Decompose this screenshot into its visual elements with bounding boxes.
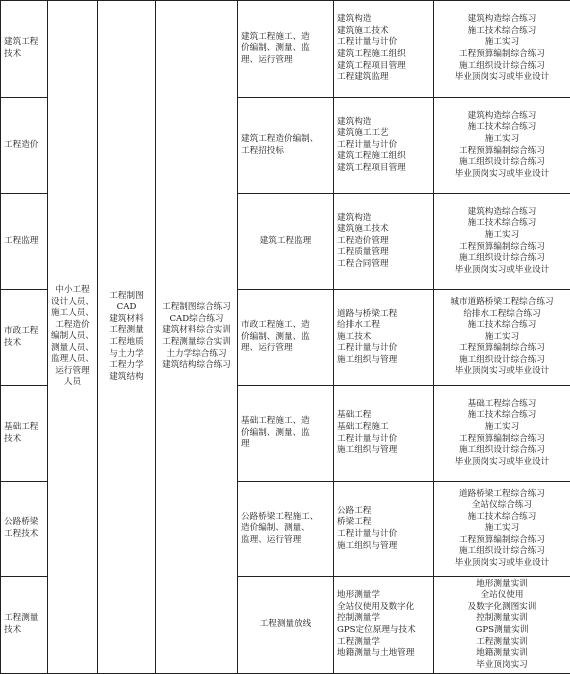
basic-courses-cell: 工程制图 CAD 建筑材料 工程测量 工程地质 与土力学 工程力学 建筑结构 — [98, 1, 156, 674]
direction-cell: 建筑工程造价编制、 工程招投标 — [238, 98, 334, 194]
major-cell: 工程监理 — [1, 194, 48, 290]
courses-cell: 建筑构造 建筑施工技术 工程造价管理 工程质量管理 工程合同管理 — [334, 194, 434, 290]
major-cell: 市政工程 技术 — [1, 290, 48, 386]
courses-cell: 建筑构造 建筑施工技术 工程计量与计价 建筑工程施工组织 建筑工程项目管理 工程建筑监理 — [334, 1, 434, 98]
direction-cell: 市政工程施工、造 价编制、测量、监 理、运行管理 — [238, 290, 334, 386]
courses-cell: 建筑构造 建筑施工工艺 工程计量与计价 建筑工程施工组织 建筑工程项目管理 — [334, 98, 434, 194]
direction-cell: 公路桥梁工程施工、 造价编制、测量、 监理、运行管理 — [238, 482, 334, 577]
practice-cell: 地形测量实训 全站仪使用 及数字化测图实训 控制测量实训 GPS测量实训 工程测量实训 地籍测量实训 毕业顶岗实习 — [434, 577, 570, 674]
direction-cell: 建筑工程监理 — [238, 194, 334, 290]
practice-cell: 建筑构造综合练习 施工技术综合练习 施工实习 工程预算编制综合练习 施工组织设计综合练习 毕业顶岗实习或毕业设计 — [434, 98, 570, 194]
practice-cell: 道路桥梁工程综合练习 全站仪综合练习 施工技术综合练习 施工实习 工程预算编制综合练习 施工组织设计综合练习 毕业顶岗实习或毕业设计 — [434, 482, 570, 577]
table-row — [1, 1, 570, 98]
courses-cell: 基础工程 基础工程施工 工程计量与计价 施工组织与管理 — [334, 386, 434, 482]
courses-cell: 公路工程 桥梁工程 工程计量与计价 施工组织与管理 — [334, 482, 434, 577]
major-cell: 建筑工程 技术 — [1, 1, 48, 98]
practice-cell: 建筑构造综合练习 施工技术综合练习 施工实习 工程预算编制综合练习 施工组织设计综合练习 毕业顶岗实习或毕业设计 — [434, 1, 570, 98]
practice-cell: 基础工程综合练习 施工技术综合练习 施工实习 工程预算编制综合练习 施工组织设计综合练习 毕业顶岗实习或毕业设计 — [434, 386, 570, 482]
major-cell: 公路桥梁 工程技术 — [1, 482, 48, 577]
practice-cell: 建筑构造综合练习 施工技术综合练习 施工实习 工程预算编制综合练习 施工组织设计综合练习 毕业顶岗实习或毕业设计 — [434, 194, 570, 290]
courses-cell: 地形测量学 全站仪使用及数字化 控制测量学 GPS定位原理与技术 工程测量学 地籍测量与土地管理 — [334, 577, 434, 674]
basic-practice-cell: 工程制图综合练习 CAD综合练习 建筑材料综合实训 工程测量综合实训 土力学综合练习 建筑结构综合练习 — [156, 1, 238, 674]
courses-cell: 道路与桥梁工程 给排水工程 施工技术 工程计量与计价 施工组织与管理 — [334, 290, 434, 386]
direction-cell: 建筑工程施工、造 价编制、测量、监 理、运行管理 — [238, 1, 334, 98]
direction-cell: 基础工程施工、造 价编制、测量、监 理 — [238, 386, 334, 482]
practice-cell: 城市道路桥梁工程综合练习 给排水工程综合练习 施工技术综合练习 施工实习 工程预算编制综合练习 施工组织设计综合练习 毕业顶岗实习或毕业设计 — [434, 290, 570, 386]
job-positions-cell: 中小工程 设计人员、 施工人员、 工程造价 编制人员、 测量人员、 监理人员、 运行管理 人员 — [48, 1, 98, 674]
major-cell: 工程测量 技术 — [1, 577, 48, 674]
major-cell: 工程造价 — [1, 98, 48, 194]
major-cell: 基础工程 技术 — [1, 386, 48, 482]
direction-cell: 工程测量放线 — [238, 577, 334, 674]
